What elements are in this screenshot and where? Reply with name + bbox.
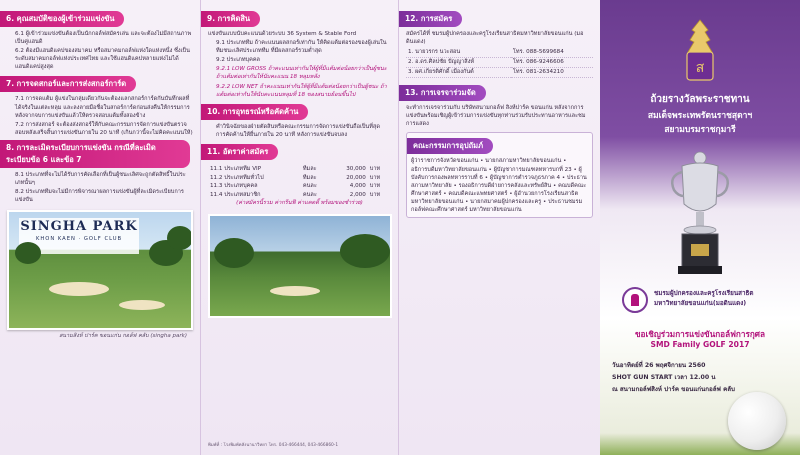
fee-currency: บาท — [369, 191, 381, 198]
tree-shape — [167, 226, 193, 250]
contact-table — [406, 48, 593, 78]
section-12-header: 12. การสมัคร — [399, 11, 462, 27]
sand-bunker — [119, 300, 165, 310]
fee-amount: 2,000 — [349, 191, 366, 198]
sand-bunker — [49, 282, 109, 296]
section-9-p4: 9.2.1 LOW GROSS ถ้าคะแนนเท่ากันให้ผู้ที่มีแต้มต่อน้อยกว่าเป็นผู้ชนะ ถ้าแต้มต่อเท่ากันให้นับคะแนน 18 หลุมหลัง — [216, 66, 387, 81]
section-9-p1: แข่งขันแบบนับคะแนนด้วยระบบ 36 System & Stable Ford — [208, 31, 357, 37]
fee-note: (ค่าสมัครนี้รวม ค่ากรีนฟี ค่าแคดดี้ พร้อมของชำร่วย) — [236, 200, 363, 207]
section-13-p1: จะทำการเจรจาร่วมกับ บริษัทสนามกอล์ฟ สิงห์ปาร์ค ขอนแก่น หลังจากการแข่งขันพร้อมเชิญผู้เข้าร่วมการแข่งขันทุกท่านร่วมรับประทานอาหารและชมการแสดง — [406, 105, 586, 128]
section-8-p1: 8.1 ประเภทที่จะไม่ได้รับการคัดเลือกที่เป็นผู้ชนะเลิศจะถูกตัดสิทธิ์ในประเภทนั้นๆ — [15, 171, 186, 187]
fee-currency: บาท — [369, 165, 381, 172]
fee-currency: บาท — [369, 183, 381, 190]
section-7-p1: 7.1 การจดแต้ม ผู้แข่งในกลุ่มเดียวกันจะต้องแลกสกอร์การ์ดกันบันทึกผลที่ได้จริงในแต่ละหลุม และลงลายมือชื่อในสกอร์การ์ดก่อนส่งคืนให้กรรมการ หลังจากจบการแข่งขันแล้วให้ตรวจสอบแต้มทั้งสองข้าง — [15, 96, 190, 119]
association-logo-icon — [622, 287, 648, 313]
column-scoring — [200, 0, 398, 455]
event-name: SMD Family GOLF 2017 — [650, 340, 750, 349]
cover-title-1: ถ้วยรางวัลพระราชทาน — [650, 94, 750, 105]
tree-shape — [340, 234, 390, 268]
section-11-header: 11. อัตราค่าสมัคร — [201, 144, 278, 160]
fee-label: 11.3 ประเภทบุคคล — [210, 183, 258, 190]
fee-row — [208, 182, 391, 191]
fee-row — [208, 165, 391, 174]
column-rules — [0, 0, 200, 455]
contact-name: 2. อ.ดร.ศิลปชัย ปัญญาสิงห์ — [406, 58, 511, 68]
fee-row — [208, 174, 391, 183]
cover-title-2: สมเด็จพระเทพรัตนราชสุดาฯ — [647, 111, 753, 121]
association-block — [622, 287, 792, 315]
association-line-1: ชมรมผู้ปกครองและครูโรงเรียนสาธิต — [654, 290, 754, 297]
event-venue: ณ สนามกอล์ฟสิงห์ ปาร์ค ขอนแก่นกอล์ฟ คลับ — [612, 386, 735, 393]
section-9-header: 9. การคิดสิน — [201, 11, 260, 27]
section-7-header: 7. การจดสกอร์และการส่งสกอร์การ์ด — [0, 76, 136, 92]
svg-text:ส: ส — [695, 60, 705, 76]
royal-emblem-icon — [678, 18, 722, 84]
section-12-p1: สมัครได้ที่ ชมรมผู้ปกครองและครูโรงเรียนสาธิตมหาวิทยาลัยขอนแก่น (มอดินแดง) — [406, 31, 584, 46]
contact-phone: โทร. 088-5699684 — [511, 48, 593, 58]
fee-label: 11.2 ประเภททีมทั่วไป — [210, 174, 264, 181]
golf-course-photo — [7, 210, 193, 330]
printer-footer: พิมพ์ที่ : โรงพิมพ์คลังนานาวิทยา โทร. 043-466444, 043-466860-1 — [208, 443, 339, 448]
contact-name: 1. นายวรกร นวะสอน — [406, 48, 511, 58]
section-9-p2: 9.1 ประเภททีม ถ้าคะแนนผลสกอร์เท่ากัน ให้คิดแต้มต่อรองของผู้เล่นในทีมชนะเลิศประเภททีม ที่มีผลสกอร์รวมต่ำสุด — [216, 40, 387, 55]
fee-unit: ทีมละ — [302, 165, 317, 172]
section-6-p2: 6.2 ต้องมีแฮนดิแคปของสมาคม หรือสมาคมกอล์ฟแห่งใดแห่งหนึ่ง ซึ่งเป็นระดับสมาคมกอล์ฟแห่งประเทศไทย และใช้แฮนดิแคปหลายแห่งไม่ได้แฮนดิแคปสูงสุด — [15, 48, 190, 71]
contact-row — [406, 48, 593, 58]
fee-unit: คนละ — [302, 183, 317, 190]
invite-heading: ขอเชิญร่วมการแข่งขันกอล์ฟการกุศล — [634, 329, 766, 339]
tree-shape — [214, 238, 254, 268]
fee-amount: 30,000 — [346, 165, 366, 172]
contact-phone: โทร. 086-9246606 — [511, 58, 593, 68]
contact-row — [406, 58, 593, 68]
fee-unit: คนละ — [302, 191, 317, 198]
trophy-icon — [660, 146, 740, 278]
fee-currency: บาท — [369, 174, 381, 181]
logo-sub-text: KHON KAEN · GOLF CLUB — [35, 236, 123, 243]
section-10-p1: คำวินิจฉัยของฝ่ายตัดสินหรือคณะกรรมการจัดการแข่งขันถือเป็นที่สุด การคัดค้านให้ยื่นภายใน 20 นาที หลังการแข่งขันจบลง — [216, 123, 380, 138]
fee-label: 11.1 ประเภททีม VIP — [210, 165, 262, 172]
fee-table — [208, 165, 391, 199]
section-10-header: 10. การอุทธรณ์หรือคัดค้าน — [201, 104, 308, 120]
committee-list: ผู้ว่าราชการจังหวัดขอนแก่น • นายกสภามหาวิทยาลัยขอนแก่น • อธิการบดีมหาวิทยาลัยขอนแก่น • ผู้บัญชาการมณฑลทหารบกที่ 23 • ผู้บังคับการกองพลทหารราบที่ 6 • ผู้บัญชาการตำรวจภูธรภาค 4 • ประธานสภามหาวิทยาลัย • รองอธิการบดีฝ่ายการคลังและทรัพย์สิน • คณบดีคณะศึกษาศาสตร์ • คณบดีคณะแพทยศาสตร์ • ผู้อำนวยการโรงเรียนสาธิตมหาวิทยาลัยขอนแก่น • นายกสมาคมผู้ปกครองและครู • ประธานชมรมกอล์ฟคณะศึกษาศาสตร์ มหาวิทยาลัยขอนแก่น — [411, 158, 587, 214]
section-9-p3: 9.2 ประเภทบุคคล — [216, 57, 260, 64]
tree-shape — [15, 242, 41, 264]
section-13-header: 13. การเจรจาร่วมจัด — [399, 85, 486, 101]
section-8-p2: 8.2 ประเภททีมจะไม่มีการพิจารณาผลการแข่งขันผู้ที่ละเมิดระเบียบการแข่งขัน — [15, 189, 184, 204]
contact-name: 3. ผศ.เกียรติศักดิ์ เมืองกันต์ — [406, 68, 511, 78]
course-photo — [208, 214, 392, 318]
contact-row — [406, 68, 593, 78]
section-7-p2: 7.2 การส่งสกอร์ จะต้องส่งสกอร์ให้กับคณะกรรมการจัดการแข่งขันตรวจสอบหลังเสร็จสิ้นการแข่งขันภายใน 20 นาที (เกินกว่านี้จะไม่คิดคะแนนให้) — [15, 121, 193, 136]
photo-caption: สนามสิงห์ ปาร์ค ขอนแก่น กอล์ฟ คลับ (singha park) — [59, 333, 187, 340]
section-6-header: 6. คุณสมบัติของผู้เข้าร่วมแข่งขัน — [0, 11, 124, 27]
cover-panel — [600, 0, 800, 455]
cover-title-3: สยามบรมราชกุมารี — [664, 125, 736, 135]
fee-row — [208, 191, 391, 200]
committee-header: คณะกรรมการอุปถัมภ์ — [407, 138, 493, 154]
fee-unit: ทีมละ — [302, 174, 317, 181]
logo-main-text: SINGHA PARK — [20, 219, 138, 235]
committee-box — [406, 132, 593, 218]
event-start-time: SHOT GUN START เวลา 12.00 น — [612, 374, 716, 381]
fee-label: 11.4 ประเภทสมาชิก — [210, 191, 261, 198]
section-6-p1: 6.1 ผู้เข้าร่วมแข่งขันต้องเป็นนักกอล์ฟสมัครเล่น และจะต้องไม่มีสถานภาพเป็นคู่แฮนดิ — [15, 31, 192, 46]
association-name — [654, 289, 753, 309]
column-registration — [398, 0, 600, 455]
contact-phone: โทร. 081-2634210 — [511, 68, 593, 78]
fee-amount: 4,000 — [349, 183, 366, 190]
fee-amount: 20,000 — [346, 174, 366, 181]
association-line-2: มหาวิทยาลัยขอนแก่น(มอดินแดง) — [654, 300, 747, 307]
section-8-header: 8. การละเมิดระเบียบการแข่งขัน กรณีที่ละเมิดระเบียบข้อ 6 และข้อ 7 — [0, 140, 190, 168]
event-date: วันอาทิตย์ที่ 26 พฤศจิกายน 2560 — [612, 362, 706, 369]
golf-ball-icon — [728, 392, 786, 450]
section-9-p5: 9.2.2 LOW NET ถ้าคะแนนเท่ากันให้ผู้ที่มีแต้มต่อน้อยกว่าเป็นผู้ชนะ ถ้าแต้มต่อเท่ากันให้นับคะแนนหลุมที่ 18 ของสนามย้อนขึ้นไป — [216, 83, 387, 98]
sand-bunker — [270, 286, 320, 296]
